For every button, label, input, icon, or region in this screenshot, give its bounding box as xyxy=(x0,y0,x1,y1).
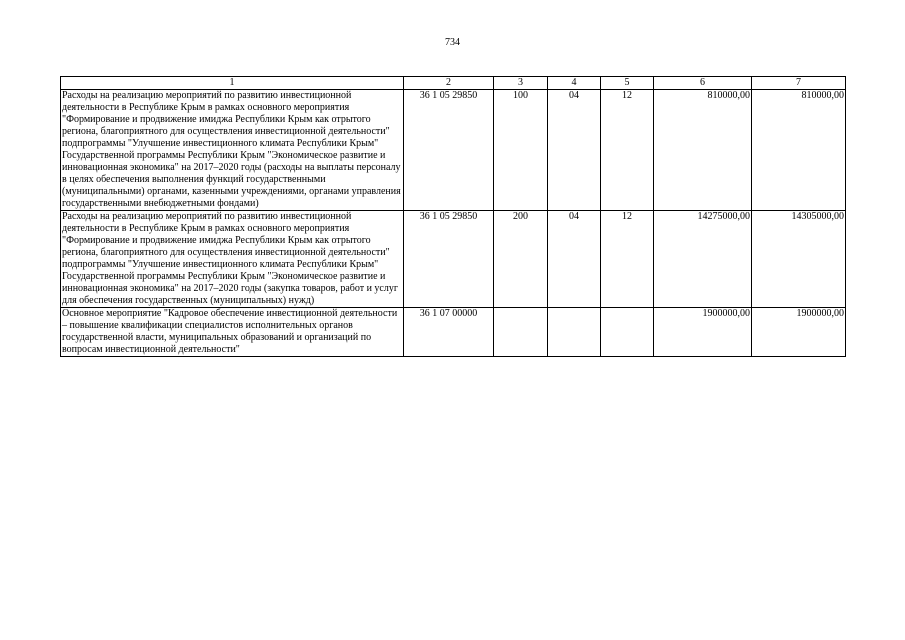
row-expense-type: 200 xyxy=(494,211,548,308)
row-expense-type xyxy=(494,308,548,357)
row-expense-type: 100 xyxy=(494,90,548,211)
row-name: Расходы на реализацию мероприятий по развитию инвестиционной деятельности в Республике Крым в рамках основного мероприятия "Формирование и продвижение имиджа Республики Крым как отрытого региона, благоприятного для осуществления инвестиционной деятельности" подпрограммы "Улучшение инвестиционного климата Республики Крым" Государственной программы Республики Крым "Экономическое развитие и инновационная экономика" на 2017–2020 годы (расходы на выплаты персоналу в целях обеспечения выполнения функций государственными (муниципальными) органами, казенными учреждениями, органами управления государственными внебюджетными фондами) xyxy=(61,90,404,211)
header-col-5: 5 xyxy=(601,77,654,90)
table-row xyxy=(61,211,846,308)
table-row xyxy=(61,308,846,357)
row-subsection: 12 xyxy=(601,90,654,211)
row-section: 04 xyxy=(548,211,601,308)
row-amount-col7: 1900000,00 xyxy=(752,308,846,357)
row-amount-col6: 1900000,00 xyxy=(654,308,752,357)
row-amount-col7: 14305000,00 xyxy=(752,211,846,308)
page-number: 734 xyxy=(445,37,460,48)
row-target-code: 36 1 05 29850 xyxy=(404,211,494,308)
row-subsection: 12 xyxy=(601,211,654,308)
row-amount-col6: 14275000,00 xyxy=(654,211,752,308)
row-name: Расходы на реализацию мероприятий по развитию инвестиционной деятельности в Республике Крым в рамках основного мероприятия "Формирование и продвижение имиджа Республики Крым как отрытого региона, благоприятного для осуществления инвестиционной деятельности" подпрограммы "Улучшение инвестиционного климата Республики Крым" Государственной программы Республики Крым "Экономическое развитие и инновационная экономика" на 2017–2020 годы (закупка товаров, работ и услуг для обеспечения государственных (муниципальных) нужд) xyxy=(61,211,404,308)
row-section xyxy=(548,308,601,357)
header-col-1: 1 xyxy=(61,77,404,90)
row-target-code: 36 1 07 00000 xyxy=(404,308,494,357)
row-target-code: 36 1 05 29850 xyxy=(404,90,494,211)
row-name: Основное мероприятие "Кадровое обеспечение инвестиционной деятельности – повышение квалификации специалистов исполнительных органов государственной власти, муниципальных образований и организаций по вопросам инвестиционной деятельности" xyxy=(61,308,404,357)
row-section: 04 xyxy=(548,90,601,211)
budget-table xyxy=(60,76,846,357)
header-col-7: 7 xyxy=(752,77,846,90)
header-col-4: 4 xyxy=(548,77,601,90)
row-amount-col7: 810000,00 xyxy=(752,90,846,211)
header-col-3: 3 xyxy=(494,77,548,90)
row-amount-col6: 810000,00 xyxy=(654,90,752,211)
row-subsection xyxy=(601,308,654,357)
header-col-6: 6 xyxy=(654,77,752,90)
header-row xyxy=(61,77,846,90)
header-col-2: 2 xyxy=(404,77,494,90)
table-row xyxy=(61,90,846,211)
